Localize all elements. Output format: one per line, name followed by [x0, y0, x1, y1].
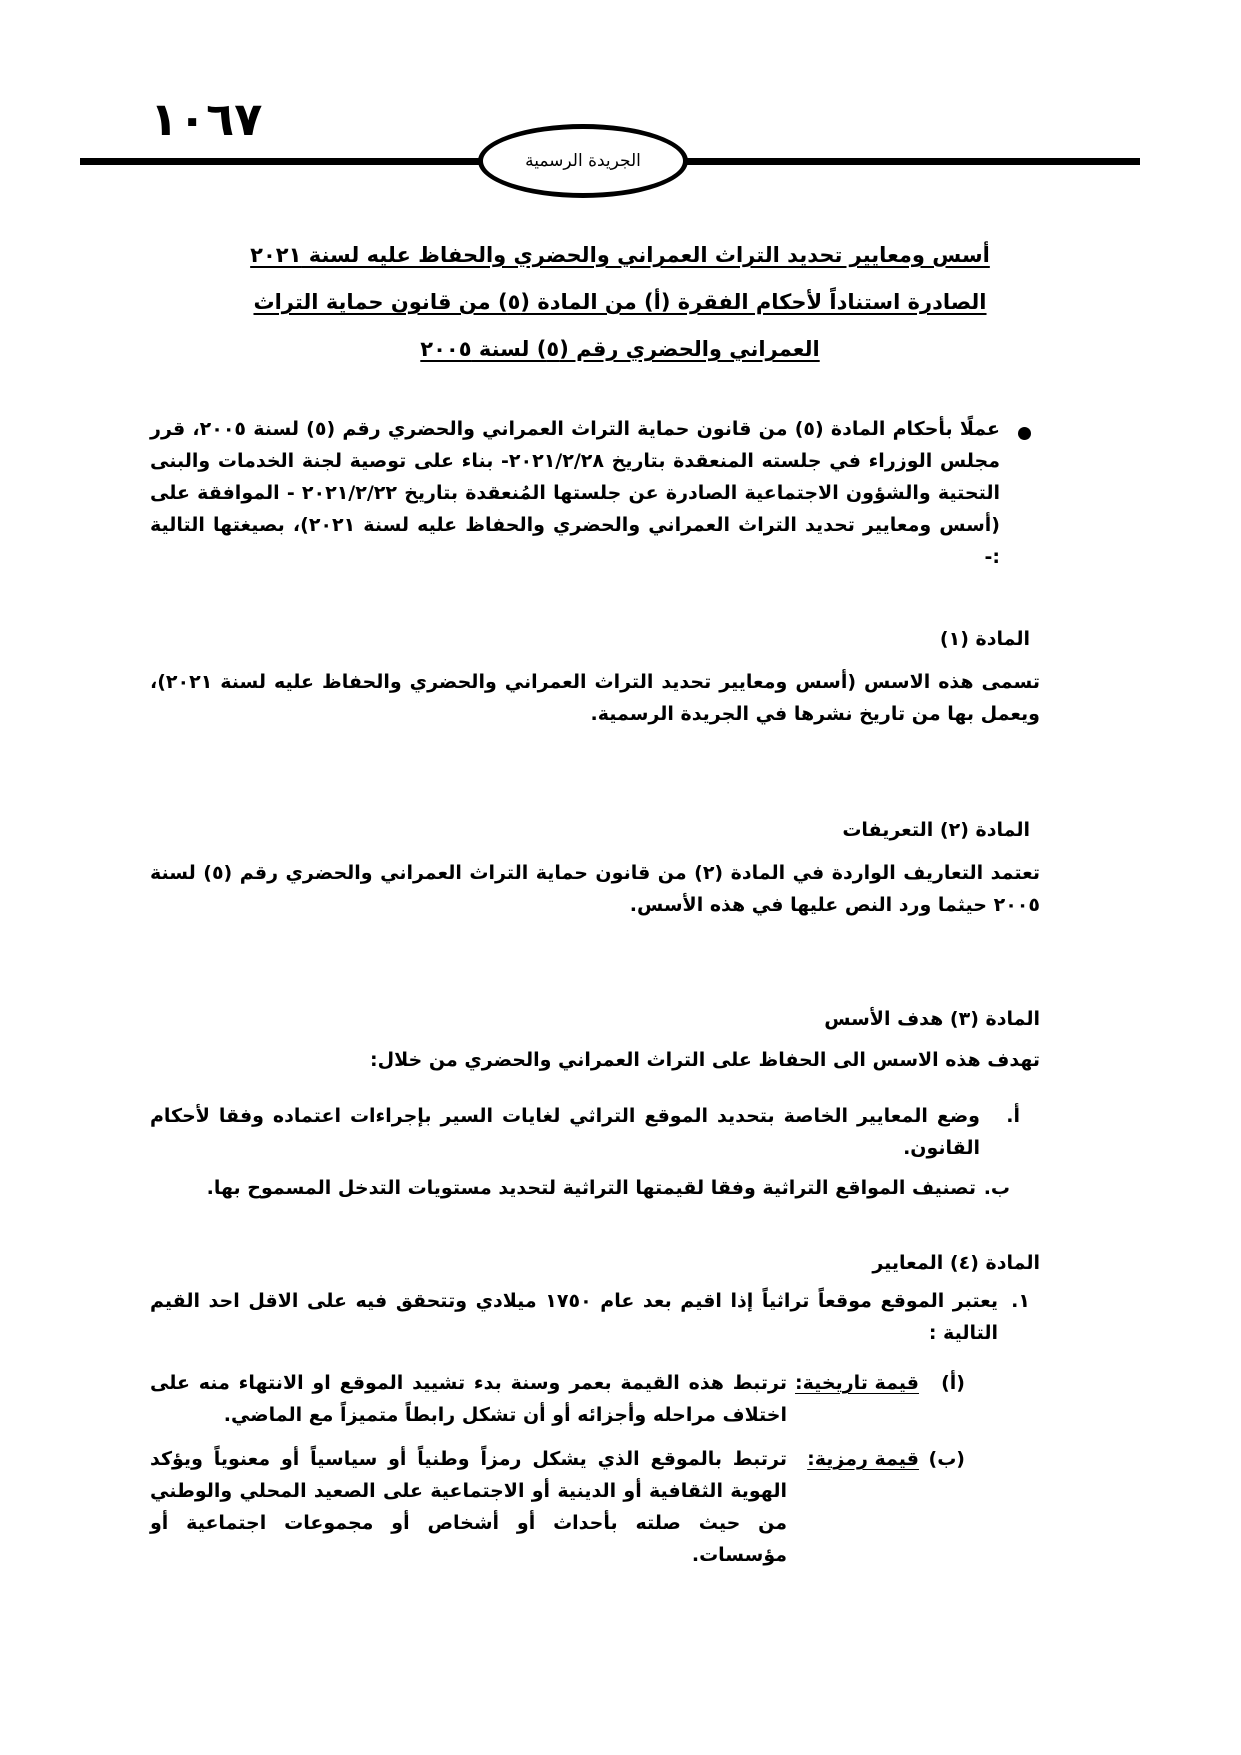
value-text: ترتبط بالموقع الذي يشكل رمزاً وطنياً أو سياسياً أو معنوياً ويؤكد الهوية الثقافية أو الدينية أو الاجتماعية على الصعيد المحلي والوطني من حيث صلته بأحداث أو أشخاص أو مجموعات اجتماعية أو مؤسسات.: [150, 1448, 787, 1566]
title-line-3: العمراني والحضري رقم (٥) لسنة ٢٠٠٥: [420, 337, 820, 361]
value-marker: (أ): [941, 1372, 965, 1394]
article-1-heading: المادة (١): [939, 628, 1030, 650]
article-4-value-b: [150, 1443, 965, 1571]
article-3-item-b: [150, 1172, 1010, 1204]
title-line-2: الصادرة استناداً لأحكام الفقرة (أ) من المادة (٥) من قانون حماية التراث: [253, 290, 987, 314]
gazette-masthead: [478, 124, 688, 198]
value-label: قيمة رمزية:: [807, 1448, 919, 1470]
item-marker: ب.: [983, 1177, 1010, 1199]
value-marker: (ب): [928, 1448, 965, 1470]
article-4-item-1: [150, 1285, 1030, 1349]
article-3-heading: المادة (٣) هدف الأسس: [824, 1008, 1040, 1030]
page-number: ١٠٦٧: [150, 92, 263, 146]
item-marker: ١.: [1011, 1290, 1030, 1312]
article-2-heading: المادة (٢) التعريفات: [842, 819, 1030, 841]
value-label: قيمة تاريخية:: [795, 1372, 919, 1394]
article-4-heading: المادة (٤) المعايير: [872, 1252, 1040, 1274]
preamble-text: عملًا بأحكام المادة (٥) من قانون حماية التراث العمراني والحضري رقم (٥) لسنة ٢٠٠٥، قرر مجلس الوزراء في جلسته المنعقدة بتاريخ ٢٠٢١/٢/٢٨- بناء على توصية لجنة الخدمات والبنى التحتية والشؤون الاجتماعية الصادرة عن جلستها المُنعقدة بتاريخ ٢٠٢١/٢/٢٢ - الموافقة على (أسس ومعايير تحديد التراث العمراني والحضري والحفاظ عليه لسنة ٢٠٢١)، بصيغتها التالية :-: [150, 418, 1001, 568]
gazette-name: الجريدة الرسمية: [525, 151, 641, 171]
article-4-value-a: [150, 1367, 965, 1431]
article-3-item-a: [150, 1100, 1020, 1164]
item-text: يعتبر الموقع موقعاً تراثياً إذا اقيم بعد عام ١٧٥٠ ميلادي وتتحقق فيه على الاقل احد القيم التالية :: [150, 1290, 998, 1344]
item-marker: أ.: [1006, 1105, 1020, 1127]
title-line-1: أسس ومعايير تحديد التراث العمراني والحضري والحفاظ عليه لسنة ٢٠٢١: [250, 243, 990, 267]
article-1-text: تسمى هذه الاسس (أسس ومعايير تحديد التراث العمراني والحضري والحفاظ عليه لسنة ٢٠٢١)، ويعمل بها من تاريخ نشرها في الجريدة الرسمية.: [150, 671, 1040, 725]
item-text: وضع المعايير الخاصة بتحديد الموقع التراثي لغايات السير بإجراءات اعتماده وفقا لأحكام القانون.: [150, 1105, 980, 1159]
item-text: تصنيف المواقع التراثية وفقا لقيمتها التراثية لتحديد مستويات التدخل المسموح بها.: [206, 1177, 976, 1199]
bullet-icon: [1018, 427, 1031, 440]
article-3-intro: تهدف هذه الاسس الى الحفاظ على التراث العمراني والحضري من خلال:: [370, 1049, 1040, 1071]
value-text: ترتبط هذه القيمة بعمر وسنة بدء تشييد الموقع او الانتهاء منه على اختلاف مراحله وأجزائه أو أن تشكل رابطاً متميزاً مع الماضي.: [150, 1372, 787, 1426]
article-2-text: تعتمد التعاريف الواردة في المادة (٢) من قانون حماية التراث العمراني والحضري رقم (٥) لسنة ٢٠٠٥ حيثما ورد النص عليها في هذه الأسس.: [150, 862, 1040, 916]
